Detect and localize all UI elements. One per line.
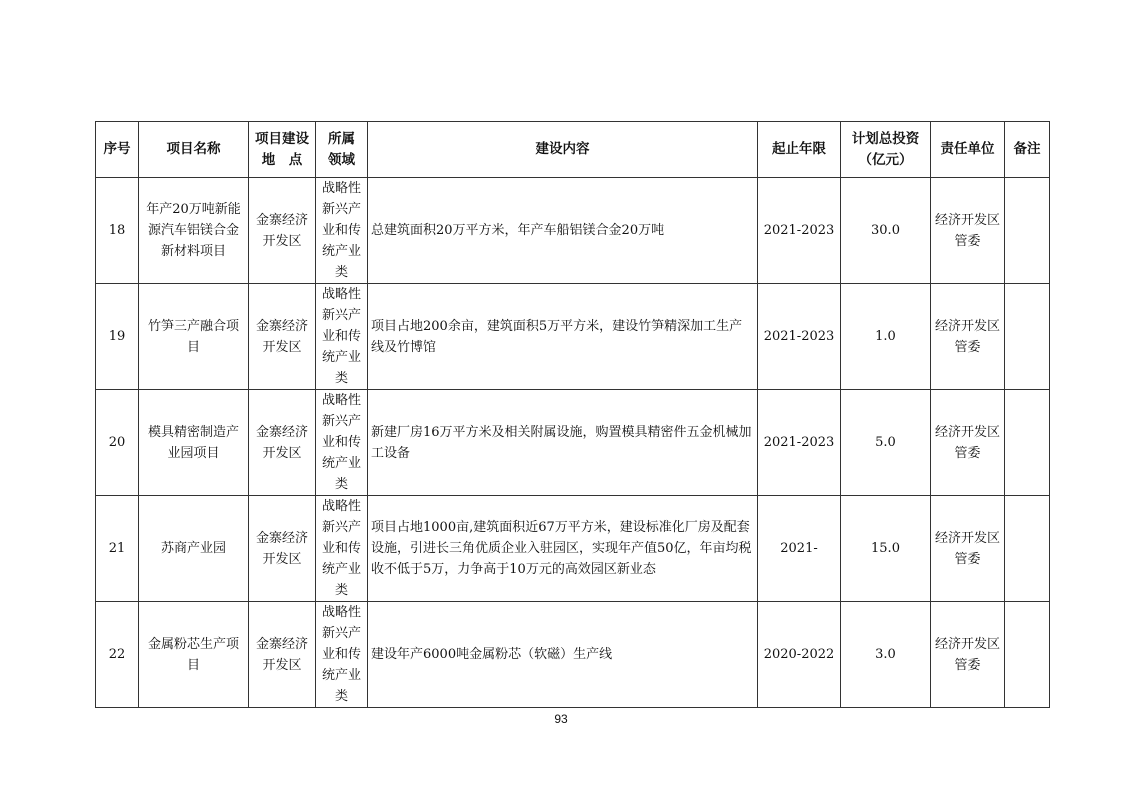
project-table (95, 121, 1050, 708)
cell-investment: 1.0 (841, 284, 931, 390)
cell-seq: 18 (96, 178, 139, 284)
cell-period: 2021-2023 (758, 390, 841, 496)
header-location-line2: 地 点 (261, 151, 303, 168)
cell-field: 战略性新兴产业和传统产业类 (316, 178, 368, 284)
table-row (96, 602, 1050, 708)
header-period: 起止年限 (758, 122, 841, 178)
cell-location: 金寨经济开发区 (249, 496, 316, 602)
cell-content: 总建筑面积20万平方米，年产车船铝镁合金20万吨 (368, 178, 758, 284)
cell-name: 苏商产业园 (139, 496, 249, 602)
cell-field: 战略性新兴产业和传统产业类 (316, 496, 368, 602)
table-row (96, 390, 1050, 496)
header-field (316, 122, 368, 178)
cell-investment: 3.0 (841, 602, 931, 708)
cell-location: 金寨经济开发区 (249, 178, 316, 284)
cell-seq: 22 (96, 602, 139, 708)
header-field-line1: 所属 (328, 130, 355, 147)
header-seq: 序号 (96, 122, 139, 178)
cell-content: 项目占地200余亩，建筑面积5万平方米，建设竹笋精深加工生产线及竹博馆 (368, 284, 758, 390)
cell-content: 建设年产6000吨金属粉芯（软磁）生产线 (368, 602, 758, 708)
cell-content: 项目占地1000亩,建筑面积近67万平方米，建设标准化厂房及配套设施，引进长三角优质企业入驻园区，实现年产值50亿，年亩均税收不低于5万，力争高于10万元的高效园区新业态 (368, 496, 758, 602)
table-row (96, 178, 1050, 284)
cell-remark (1005, 178, 1050, 284)
cell-name: 金属粉芯生产项目 (139, 602, 249, 708)
header-investment-line1: 计划总投资 (851, 130, 920, 147)
header-investment-line2: （亿元） (858, 151, 913, 168)
cell-location: 金寨经济开发区 (249, 602, 316, 708)
cell-unit: 经济开发区管委 (931, 178, 1005, 284)
cell-unit: 经济开发区管委 (931, 284, 1005, 390)
cell-field: 战略性新兴产业和传统产业类 (316, 602, 368, 708)
cell-name: 竹笋三产融合项目 (139, 284, 249, 390)
header-field-line2: 领域 (328, 151, 355, 168)
cell-investment: 5.0 (841, 390, 931, 496)
cell-content: 新建厂房16万平方米及相关附属设施，购置模具精密件五金机械加工设备 (368, 390, 758, 496)
cell-unit: 经济开发区管委 (931, 602, 1005, 708)
table-header-row (96, 122, 1050, 178)
cell-investment: 15.0 (841, 496, 931, 602)
table-row (96, 284, 1050, 390)
cell-location: 金寨经济开发区 (249, 390, 316, 496)
cell-seq: 21 (96, 496, 139, 602)
cell-period: 2021-2023 (758, 284, 841, 390)
cell-name: 模具精密制造产业园项目 (139, 390, 249, 496)
cell-unit: 经济开发区管委 (931, 496, 1005, 602)
cell-period: 2021- (758, 496, 841, 602)
cell-remark (1005, 496, 1050, 602)
header-location-line1: 项目建设 (255, 130, 309, 147)
page-number: 93 (554, 712, 568, 726)
cell-remark (1005, 390, 1050, 496)
cell-period: 2020-2022 (758, 602, 841, 708)
header-unit: 责任单位 (931, 122, 1005, 178)
cell-field: 战略性新兴产业和传统产业类 (316, 390, 368, 496)
cell-field: 战略性新兴产业和传统产业类 (316, 284, 368, 390)
cell-unit: 经济开发区管委 (931, 390, 1005, 496)
cell-period: 2021-2023 (758, 178, 841, 284)
cell-investment: 30.0 (841, 178, 931, 284)
header-name: 项目名称 (139, 122, 249, 178)
header-investment (841, 122, 931, 178)
cell-name: 年产20万吨新能源汽车铝镁合金新材料项目 (139, 178, 249, 284)
cell-seq: 20 (96, 390, 139, 496)
cell-remark (1005, 284, 1050, 390)
cell-location: 金寨经济开发区 (249, 284, 316, 390)
header-content: 建设内容 (368, 122, 758, 178)
cell-remark (1005, 602, 1050, 708)
cell-seq: 19 (96, 284, 139, 390)
table-row (96, 496, 1050, 602)
header-location (249, 122, 316, 178)
header-remark: 备注 (1005, 122, 1050, 178)
